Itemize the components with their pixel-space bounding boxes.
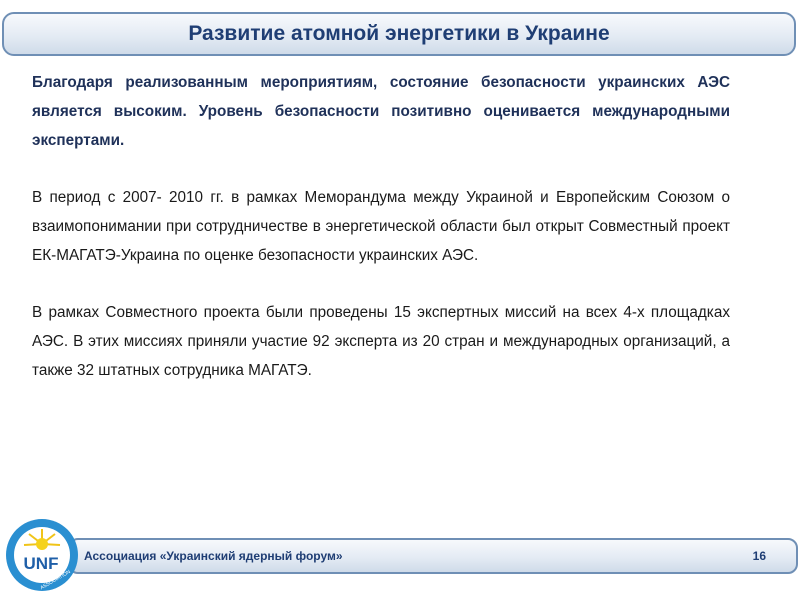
paragraph-project: В период с 2007- 2010 гг. в рамках Меморандума между Украиной и Европейским Союзом о взаимопонимании при сотрудничестве в энергетической области был открыт Совместный проект ЕК-МАГАТЭ-Украина по оценке безопасности украинских АЭС.: [32, 189, 730, 264]
page-number: 16: [752, 549, 766, 563]
footer-organization: Ассоциация «Украинский ядерный форум»: [84, 549, 343, 563]
title-bar: [2, 12, 796, 56]
paragraph-lead: Благодаря реализованным мероприятиям, состояние безопасности украинских АЭС является высоким. Уровень безопасности позитивно оценивается международными экспертами.: [32, 74, 730, 149]
paragraph-missions: В рамках Совместного проекта были проведены 15 экспертных миссий на всех 4-х площадках АЭС. В этих миссиях приняли участие 92 эксперта из 20 стран и международных организаций, а также 32 штатных сотрудника МАГАТЭ.: [32, 304, 730, 379]
atom-sun-logo-icon: [3, 516, 81, 594]
footer-bar: [68, 538, 798, 574]
logo-text: UNF: [23, 554, 59, 573]
logo-ring-text: ASSOCIATION: [39, 569, 72, 592]
slide-title: Развитие атомной энергетики в Украине: [188, 22, 610, 45]
slide-content: [32, 68, 730, 385]
